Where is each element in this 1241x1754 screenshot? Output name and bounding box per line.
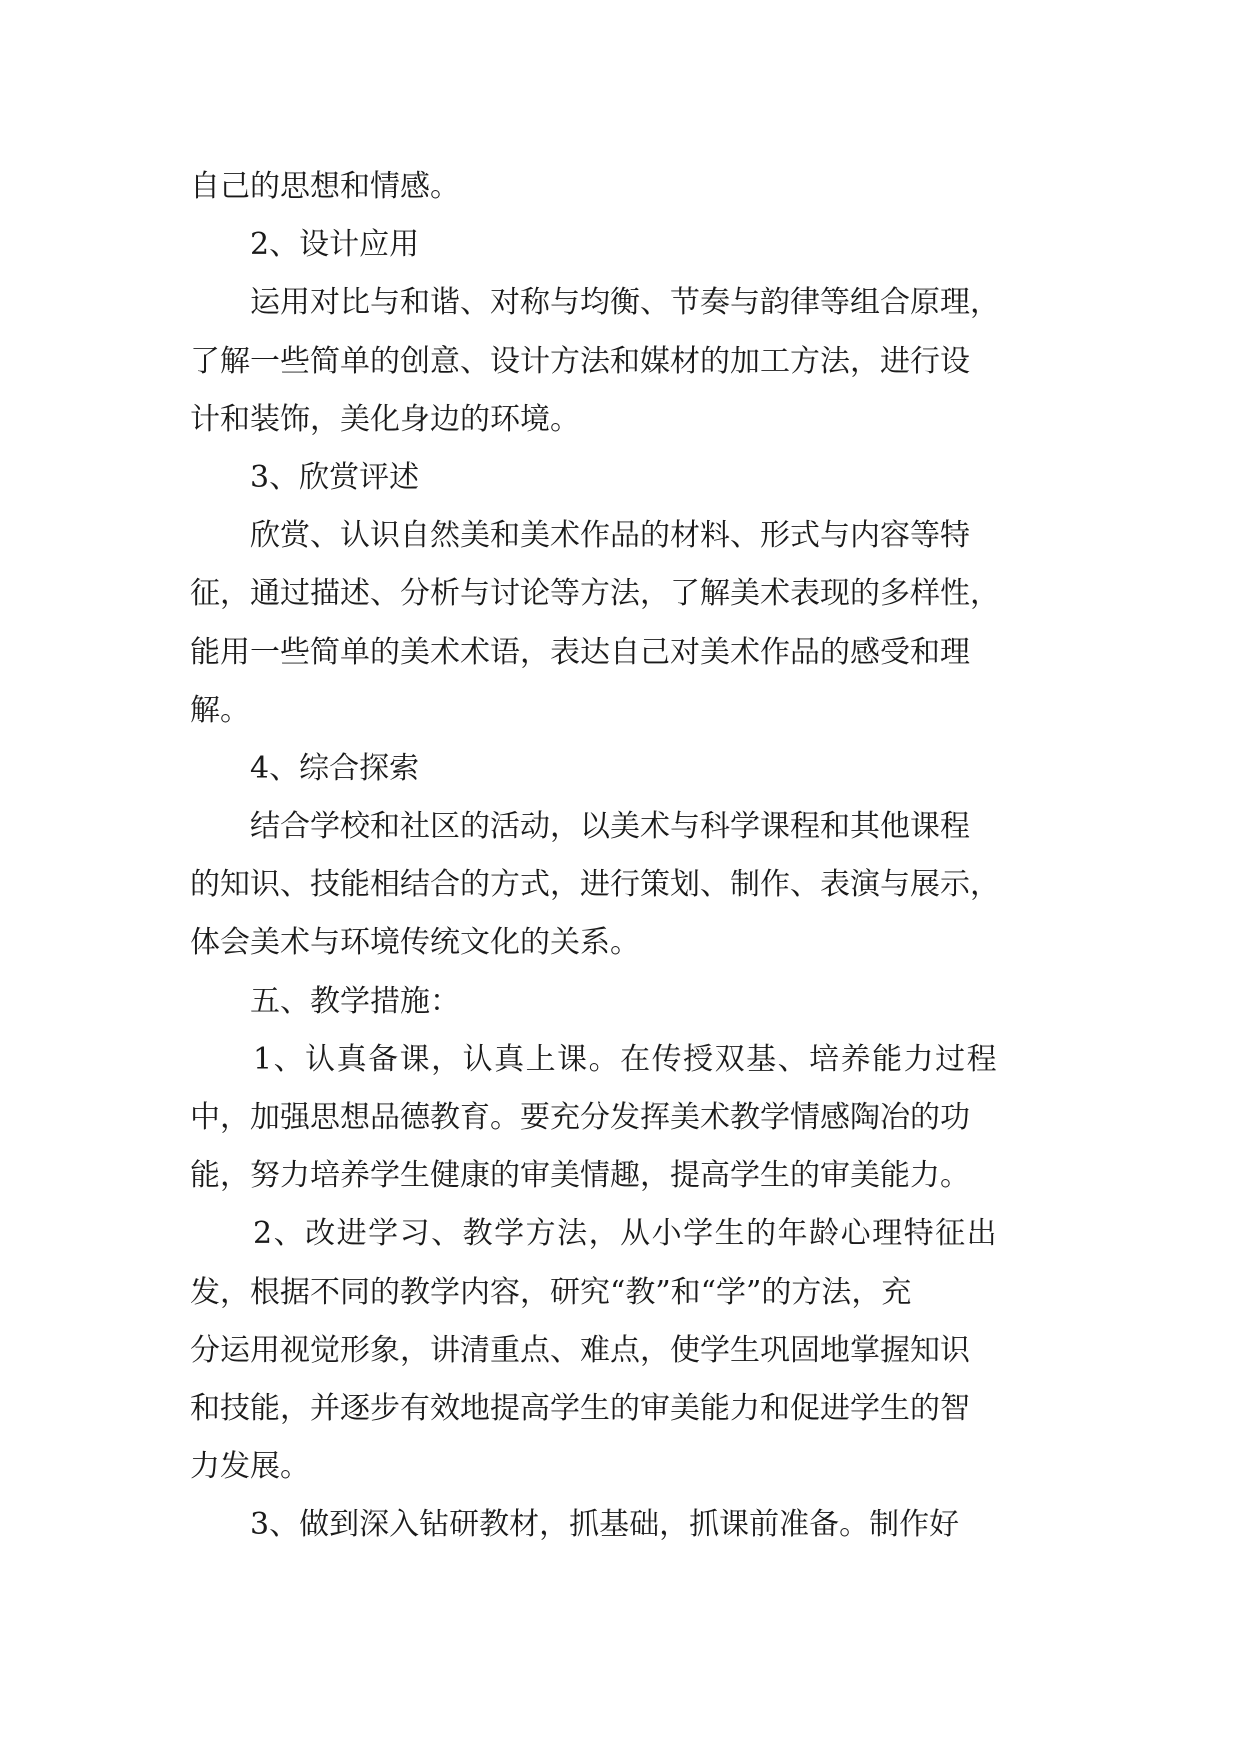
text-line: 自己的思想和情感。 xyxy=(190,169,460,204)
body-text xyxy=(190,158,1065,1555)
heading-design-application: 2、设计应用 xyxy=(190,227,420,263)
text-line: 了解一些简单的创意、设计方法和媒材的加工方法，进行设 xyxy=(190,343,970,379)
text-line: 体会美术与环境传统文化的关系。 xyxy=(190,925,640,961)
text-line: 结合学校和社区的活动，以美术与科学课程和其他课程 xyxy=(190,809,970,845)
text-line: 能，努力培养学生健康的审美情趣，提高学生的审美能力。 xyxy=(190,1158,970,1194)
text-line: 计和装饰，美化身边的环境。 xyxy=(190,401,580,437)
text-line: 发，根据不同的教学内容，研究“教”和“学”的方法，充 xyxy=(190,1274,912,1310)
heading-comprehensive-exploration: 4、综合探索 xyxy=(190,750,420,786)
heading-teaching-measures: 五、教学措施： xyxy=(190,983,460,1019)
heading-appreciation: 3、欣赏评述 xyxy=(190,459,420,495)
text-line: 分运用视觉形象，讲清重点、难点，使学生巩固地掌握知识 xyxy=(190,1332,970,1368)
text-line: 和技能，并逐步有效地提高学生的审美能力和促进学生的智 xyxy=(190,1390,970,1426)
text-line: 解。 xyxy=(190,692,250,728)
text-line: 欣赏、认识自然美和美术作品的材料、形式与内容等特 xyxy=(190,518,970,554)
text-line: 2、改进学习、教学方法，从小学生的年龄心理特征出 xyxy=(190,1216,999,1252)
text-line: 的知识、技能相结合的方式，进行策划、制作、表演与展示， xyxy=(190,867,1000,903)
text-line: 1、认真备课，认真上课。在传授双基、培养能力过程 xyxy=(190,1041,999,1077)
text-line: 征，通过描述、分析与讨论等方法，了解美术表现的多样性， xyxy=(190,576,1000,612)
text-line: 3、做到深入钻研教材，抓基础，抓课前准备。制作好 xyxy=(190,1507,960,1543)
text-line: 能用一些简单的美术术语，表达自己对美术作品的感受和理 xyxy=(190,634,970,670)
text-line: 运用对比与和谐、对称与均衡、节奏与韵律等组合原理， xyxy=(190,285,1000,321)
text-line: 力发展。 xyxy=(190,1449,310,1485)
text-line: 中，加强思想品德教育。要充分发挥美术教学情感陶冶的功 xyxy=(190,1100,970,1135)
